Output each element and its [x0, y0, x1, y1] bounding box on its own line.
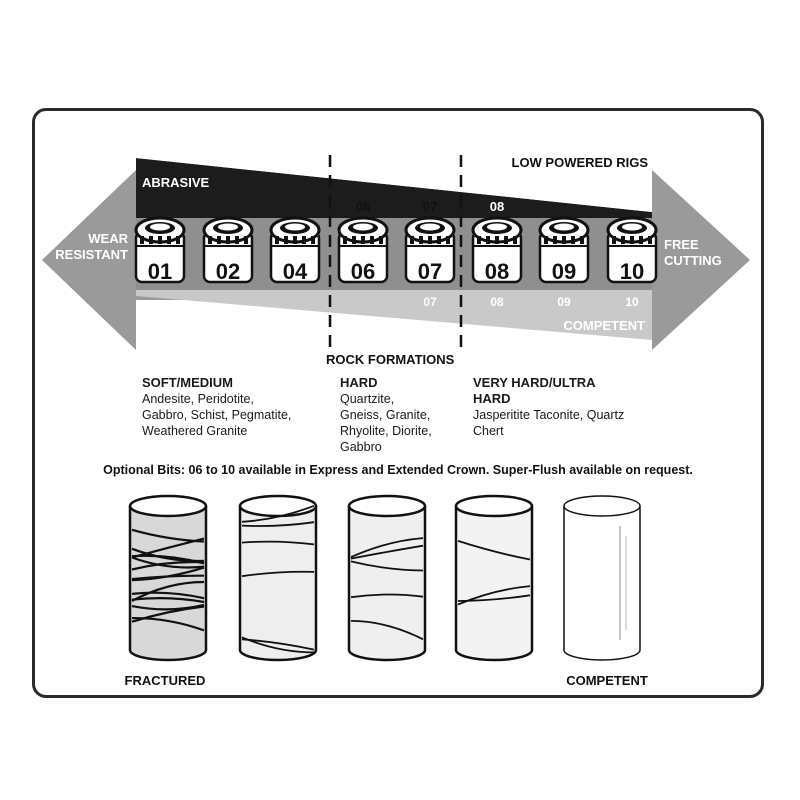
category-heading: VERY HARD/ULTRA HARD: [473, 375, 596, 406]
bit-waterway: [311, 236, 315, 244]
bit-waterway: [275, 236, 279, 244]
bit-waterway: [379, 236, 383, 244]
bit-waterway: [419, 236, 423, 244]
category-very-hard: [473, 375, 663, 439]
category-soft-medium: [142, 375, 327, 439]
bit-waterway: [140, 236, 144, 244]
bit-01: [136, 218, 184, 284]
bit-waterway: [302, 236, 306, 244]
category-body: Quartzite, Gneiss, Granite, Rhyolite, Diorite, Gabbro: [340, 392, 432, 454]
core-body: [564, 506, 640, 660]
core-top: [130, 496, 206, 516]
bit-waterway: [621, 236, 625, 244]
bit-waterway: [208, 236, 212, 244]
bit-waterway: [235, 236, 239, 244]
optional-bits-note: Optional Bits: 06 to 10 available in Express and Extended Crown. Super-Flush available on request.: [103, 463, 693, 477]
bit-waterway: [544, 236, 548, 244]
competent-bit-10: 10: [625, 295, 639, 309]
bit-number: 04: [282, 259, 308, 284]
core-body: [240, 506, 316, 660]
bit-07: [406, 218, 454, 284]
rock-core-4: [456, 496, 532, 660]
rock-formations-title: ROCK FORMATIONS: [326, 352, 455, 367]
bit-number: 02: [215, 259, 241, 284]
bit-number: 08: [484, 259, 510, 284]
rock-core-2: [240, 496, 316, 660]
core-body: [349, 506, 425, 660]
bit-waterway: [477, 236, 481, 244]
core-top: [564, 496, 640, 516]
bit-08: [473, 218, 521, 284]
bit-waterway: [571, 236, 575, 244]
bit-waterway: [293, 236, 297, 244]
bit-waterway: [580, 236, 584, 244]
bit-bore-inner: [285, 224, 305, 231]
bit-waterway: [648, 236, 652, 244]
wear-label-line2: RESISTANT: [55, 247, 128, 262]
category-hard: [340, 375, 460, 455]
bit-waterway: [284, 236, 288, 244]
bit-waterway: [495, 236, 499, 244]
low-powered-rigs-label: LOW POWERED RIGS: [511, 155, 648, 170]
rock-core-5: [564, 496, 640, 660]
bit-waterway: [428, 236, 432, 244]
bit-waterway: [158, 236, 162, 244]
bit-waterway: [244, 236, 248, 244]
bit-waterway: [639, 236, 643, 244]
core-top: [349, 496, 425, 516]
category-heading: SOFT/MEDIUM: [142, 375, 233, 390]
bit-waterway: [176, 236, 180, 244]
bit-waterway: [352, 236, 356, 244]
bit-bore-inner: [218, 224, 238, 231]
bit-bore-inner: [554, 224, 574, 231]
bit-waterway: [437, 236, 441, 244]
bit-waterway: [410, 236, 414, 244]
bit-02: [204, 218, 252, 284]
fractured-label: FRACTURED: [124, 673, 206, 688]
bit-waterway: [612, 236, 616, 244]
bit-waterway: [562, 236, 566, 244]
bit-10: [608, 218, 656, 284]
bit-06: [339, 218, 387, 284]
bit-number: 07: [417, 259, 443, 284]
bit-waterway: [553, 236, 557, 244]
bit-number: 10: [619, 259, 645, 284]
abrasive-label: ABRASIVE: [142, 175, 210, 190]
bit-waterway: [446, 236, 450, 244]
bit-waterway: [149, 236, 153, 244]
bit-number: 09: [551, 259, 577, 284]
wear-label-line1: WEAR: [88, 231, 128, 246]
category-heading: HARD: [340, 375, 378, 390]
bit-waterway: [167, 236, 171, 244]
low-powered-bit-08: 08: [489, 199, 505, 214]
bit-bore-inner: [420, 224, 440, 231]
category-body: Andesite, Peridotite, Gabbro, Schist, Pegmatite, Weathered Granite: [142, 392, 292, 438]
bit-bore-inner: [150, 224, 170, 231]
bit-bore-inner: [353, 224, 373, 231]
rock-core-1: [130, 496, 206, 660]
bit-bore-inner: [487, 224, 507, 231]
free-label-line2: CUTTING: [664, 253, 722, 268]
bit-04: [271, 218, 319, 284]
competent-bit-09: 09: [557, 295, 571, 309]
low-powered-bit-07: 07: [422, 199, 438, 214]
bit-number: 06: [350, 259, 376, 284]
free-label-line1: FREE: [664, 237, 699, 252]
competent-arrow-label: COMPETENT: [563, 318, 645, 333]
bit-waterway: [504, 236, 508, 244]
rock-cores-group: [130, 496, 640, 660]
bit-waterway: [370, 236, 374, 244]
competent-bit-07: 07: [423, 295, 437, 309]
bit-bore-inner: [622, 224, 642, 231]
core-body: [456, 506, 532, 660]
bit-waterway: [513, 236, 517, 244]
category-body: Jasperitite Taconite, Quartz Chert: [473, 408, 625, 438]
bit-waterway: [486, 236, 490, 244]
competent-bit-08: 08: [490, 295, 504, 309]
core-top: [456, 496, 532, 516]
rock-core-3: [349, 496, 425, 660]
low-powered-bit-06: 06: [355, 199, 371, 214]
bit-waterway: [361, 236, 365, 244]
bit-waterway: [226, 236, 230, 244]
bit-waterway: [343, 236, 347, 244]
bit-09: [540, 218, 588, 284]
competent-label: COMPETENT: [566, 673, 648, 688]
bit-waterway: [217, 236, 221, 244]
bit-number: 01: [147, 259, 173, 284]
bit-waterway: [630, 236, 634, 244]
core-top: [240, 496, 316, 516]
